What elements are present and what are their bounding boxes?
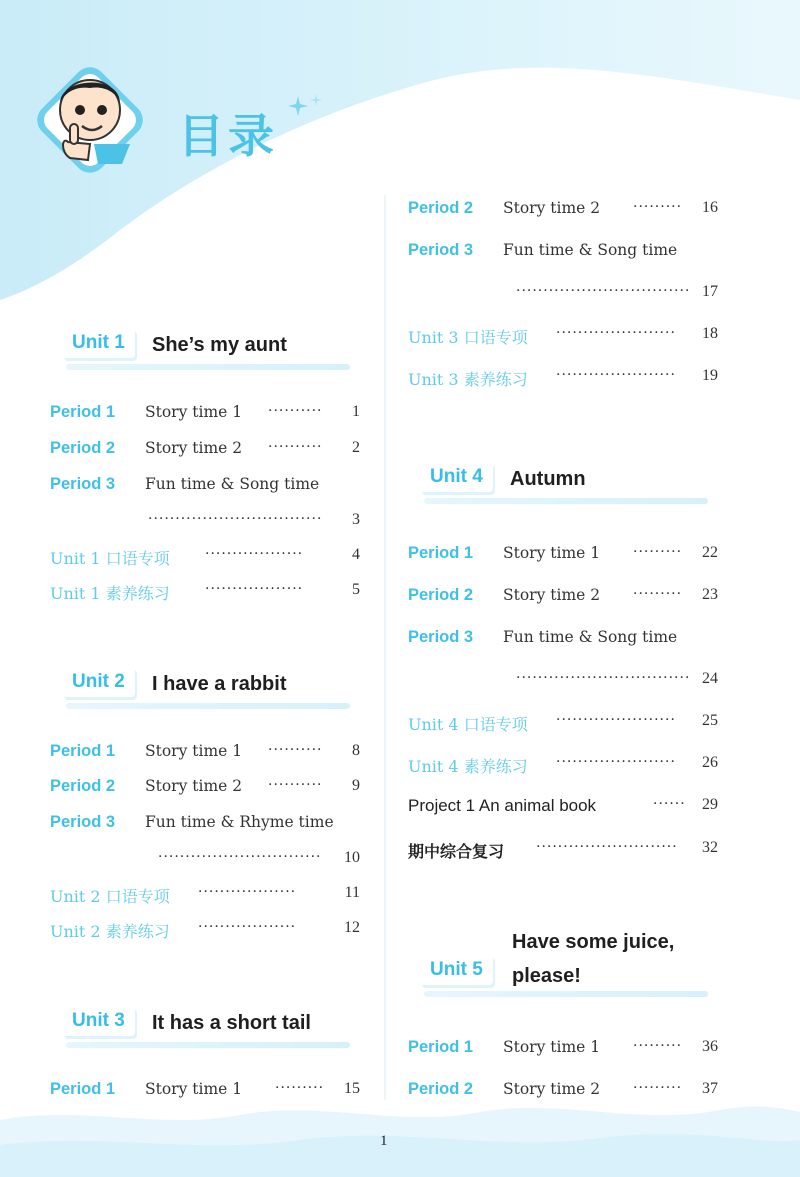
mascot-boy-thumbs-up-icon — [10, 40, 170, 200]
entry-text: Fun time & Rhyme time — [145, 813, 334, 831]
entry-text: Story time 2 — [503, 199, 601, 217]
unit-title: It has a short tail — [152, 1012, 311, 1034]
entry-text: Story time 2 — [503, 1080, 601, 1098]
dot-leader: ········· — [633, 199, 683, 215]
dot-leader: ·················· — [198, 884, 297, 900]
toc-entry[interactable] — [408, 839, 718, 863]
entry-text: Fun time & Song time — [503, 628, 678, 646]
entry-text: Unit 2 素养练习 — [50, 922, 170, 941]
page-ref: 12 — [344, 919, 360, 936]
dot-leader: ········· — [633, 1080, 683, 1096]
period-label: Period 1 — [408, 1038, 474, 1056]
entry-text: Unit 2 口语专项 — [50, 887, 170, 906]
entry-text: Story time 1 — [145, 403, 243, 421]
unit-heading — [62, 328, 352, 372]
period-label: Period 1 — [50, 403, 116, 421]
period-label: Period 1 — [408, 544, 474, 562]
unit-heading — [420, 462, 710, 506]
unit-badge: Unit 5 — [420, 955, 493, 985]
toc-entry[interactable] — [408, 1080, 718, 1104]
page-ref: 16 — [702, 199, 718, 216]
unit-badge: Unit 1 — [62, 328, 135, 358]
period-label: Period 3 — [408, 628, 474, 646]
unit-title: Autumn — [510, 468, 586, 490]
dot-leader: ·················· — [205, 546, 304, 562]
dot-leader: ······················ — [556, 325, 676, 341]
dot-leader: ········· — [633, 586, 683, 602]
page-number: 1 — [380, 1133, 388, 1149]
period-label: Period 1 — [50, 1080, 116, 1098]
entry-text: 期中综合复习 — [408, 842, 505, 861]
period-label: Period 3 — [50, 813, 116, 831]
dot-leader: ·········· — [268, 403, 323, 419]
toc-entry[interactable] — [408, 796, 718, 820]
dot-leader: ······················ — [556, 754, 676, 770]
period-label: Period 1 — [50, 742, 116, 760]
entry-text: Project 1 An animal book — [408, 796, 597, 815]
page-ref: 19 — [702, 367, 718, 384]
page-ref: 8 — [352, 742, 360, 759]
dot-leader: ·········· — [268, 777, 323, 793]
page-ref: 32 — [702, 839, 718, 856]
page-ref: 10 — [344, 849, 360, 866]
page-title: 目录 — [178, 109, 278, 163]
unit-title-line2: please! — [512, 965, 581, 987]
toc-entry[interactable] — [408, 241, 718, 307]
divider — [424, 498, 708, 504]
entry-text: Unit 3 素养练习 — [408, 370, 528, 389]
entry-text: Story time 2 — [145, 777, 243, 795]
unit-heading — [62, 667, 352, 711]
sparkle-icon — [288, 92, 328, 122]
entry-text: Story time 1 — [503, 544, 601, 562]
toc-entry[interactable] — [50, 581, 360, 605]
toc-entry[interactable] — [50, 439, 360, 463]
period-label: Period 2 — [408, 199, 474, 217]
entry-text: Story time 1 — [145, 1080, 243, 1098]
period-label: Period 3 — [50, 475, 116, 493]
toc-entry[interactable] — [408, 1038, 718, 1062]
dot-leader: ········· — [633, 1038, 683, 1054]
entry-text: Fun time & Song time — [145, 475, 320, 493]
toc-entry[interactable] — [408, 712, 718, 736]
page-ref: 9 — [352, 777, 360, 794]
dot-leader: ·········· — [268, 742, 323, 758]
page-ref: 4 — [352, 546, 360, 563]
dot-leader: ·········· — [268, 439, 323, 455]
unit-heading — [62, 1006, 352, 1050]
period-label: Period 2 — [50, 777, 116, 795]
dot-leader: ································ — [516, 670, 691, 686]
dot-leader: ······················ — [556, 712, 676, 728]
entry-text: Unit 3 口语专项 — [408, 328, 528, 347]
unit-title: She’s my aunt — [152, 334, 287, 356]
page-ref: 3 — [352, 511, 360, 528]
page-ref: 24 — [702, 670, 718, 687]
toc-entry[interactable] — [50, 1080, 360, 1104]
toc-entry[interactable] — [50, 475, 360, 535]
page-ref: 29 — [702, 796, 718, 813]
toc-entry[interactable] — [408, 586, 718, 610]
toc-entry[interactable] — [50, 546, 360, 570]
page-ref: 22 — [702, 544, 718, 561]
unit-badge: Unit 2 — [62, 667, 135, 697]
dot-leader: ·················· — [205, 581, 304, 597]
toc-entry[interactable] — [50, 777, 360, 801]
toc-entry[interactable] — [50, 813, 360, 873]
divider — [66, 703, 350, 709]
period-label: Period 2 — [50, 439, 116, 457]
page-ref: 26 — [702, 754, 718, 771]
toc-entry[interactable] — [50, 884, 360, 908]
page-ref: 23 — [702, 586, 718, 603]
unit-title: I have a rabbit — [152, 673, 287, 695]
toc-entry[interactable] — [408, 325, 718, 349]
toc-entry[interactable] — [408, 367, 718, 391]
toc-entry[interactable] — [408, 628, 718, 694]
dot-leader: ········· — [275, 1080, 325, 1096]
page-ref: 2 — [352, 439, 360, 456]
entry-text: Story time 1 — [145, 742, 243, 760]
page-ref: 5 — [352, 581, 360, 598]
page-ref: 25 — [702, 712, 718, 729]
page-ref: 18 — [702, 325, 718, 342]
divider — [66, 1042, 350, 1048]
period-label: Period 2 — [408, 586, 474, 604]
entry-text: Unit 4 口语专项 — [408, 715, 528, 734]
page-ref: 15 — [344, 1080, 360, 1097]
toc-entry[interactable] — [408, 754, 718, 778]
divider — [66, 364, 350, 370]
toc-entry[interactable] — [408, 199, 718, 223]
dot-leader: ································ — [516, 283, 691, 299]
entry-text: Story time 1 — [503, 1038, 601, 1056]
dot-leader: ································ — [148, 511, 323, 527]
entry-text: Unit 1 口语专项 — [50, 549, 170, 568]
entry-text: Unit 4 素养练习 — [408, 757, 528, 776]
toc-entry[interactable] — [408, 544, 718, 568]
dot-leader: ······························ — [158, 849, 322, 865]
unit-title: Have some juice, — [512, 931, 675, 953]
page-ref: 11 — [344, 884, 360, 901]
entry-text: Story time 2 — [503, 586, 601, 604]
unit-badge: Unit 3 — [62, 1006, 135, 1036]
entry-text: Fun time & Song time — [503, 241, 678, 259]
period-label: Period 3 — [408, 241, 474, 259]
dot-leader: ······ — [653, 796, 686, 812]
toc-entry[interactable] — [50, 919, 360, 943]
page-ref: 36 — [702, 1038, 718, 1055]
toc-entry[interactable] — [50, 403, 360, 427]
page-ref: 1 — [352, 403, 360, 420]
divider — [424, 991, 708, 997]
dot-leader: ·························· — [536, 839, 678, 855]
dot-leader: ········· — [633, 544, 683, 560]
dot-leader: ·················· — [198, 919, 297, 935]
page-ref: 37 — [702, 1080, 718, 1097]
period-label: Period 2 — [408, 1080, 474, 1098]
entry-text: Unit 1 素养练习 — [50, 584, 170, 603]
dot-leader: ······················ — [556, 367, 676, 383]
unit-badge: Unit 4 — [420, 462, 493, 492]
toc-entry[interactable] — [50, 742, 360, 766]
entry-text: Story time 2 — [145, 439, 243, 457]
page-ref: 17 — [702, 283, 718, 300]
unit-heading — [420, 931, 710, 999]
